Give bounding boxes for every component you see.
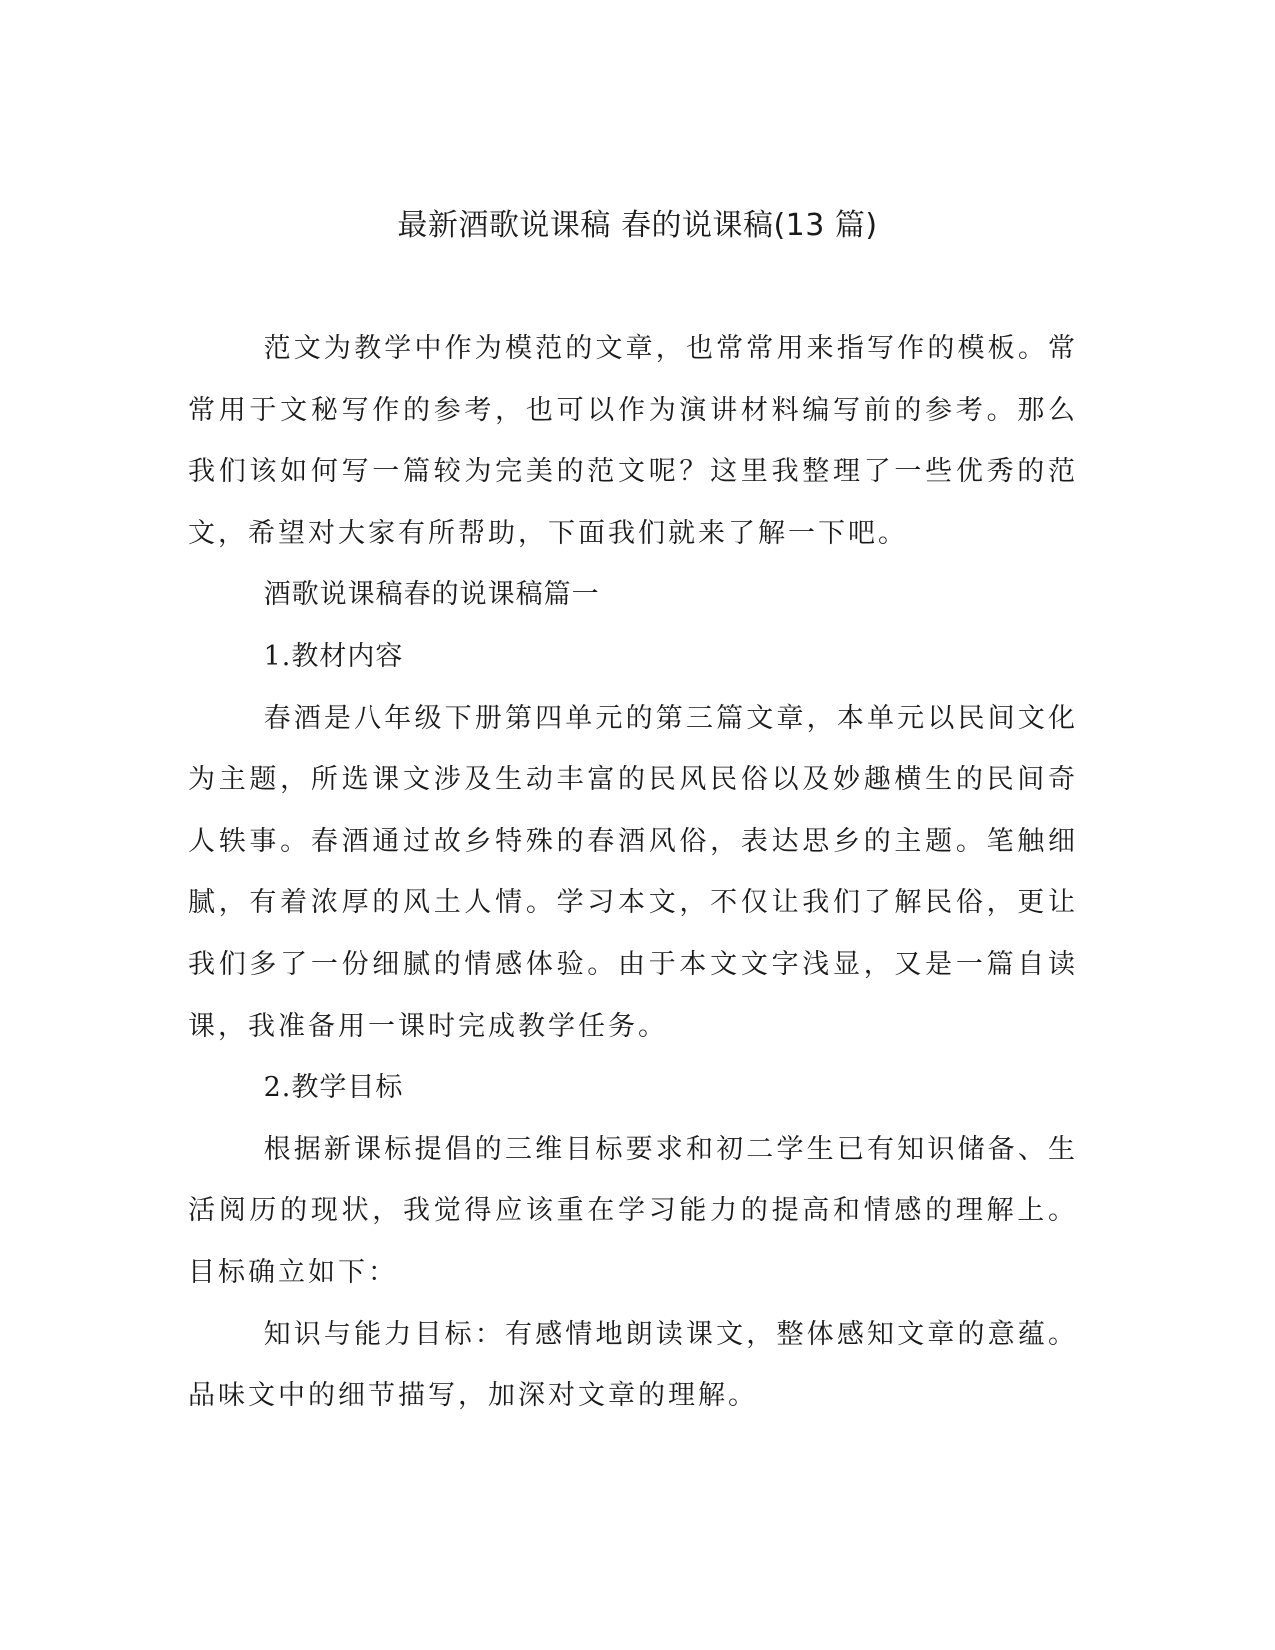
paragraph-knowledge-goal: 知识与能力目标：有感情地朗读课文，整体感知文章的意蕴。品味文中的细节描写，加深对文章的理解。 bbox=[188, 1318, 1078, 1412]
document-title: 最新酒歌说课稿 春的说课稿(13 篇) bbox=[397, 208, 878, 243]
paragraph-intro: 范文为教学中作为模范的文章，也常常用来指写作的模板。常常用于文秘写作的参考，也可以作为演讲材料编写前的参考。那么我们该如何写一篇较为完美的范文呢？这里我整理了一些优秀的范文，希望对大家有所帮助，下面我们就来了解一下吧。 bbox=[188, 333, 1078, 549]
subheading-teaching-goals: 2.教学目标 bbox=[263, 1072, 404, 1104]
subheading-textbook-content: 1.教材内容 bbox=[263, 640, 404, 672]
document-body bbox=[188, 318, 1078, 1427]
paragraph-teaching-goals: 根据新课标提倡的三维目标要求和初二学生已有知识储备、生活阅历的现状，我觉得应该重在学习能力的提高和情感的理解上。目标确立如下： bbox=[188, 1133, 1078, 1288]
section-heading: 酒歌说课稿春的说课稿篇一 bbox=[263, 579, 600, 611]
paragraph-textbook-content: 春酒是八年级下册第四单元的第三篇文章，本单元以民间文化为主题，所选课文涉及生动丰富的民风民俗以及妙趣横生的民间奇人轶事。春酒通过故乡特殊的春酒风俗，表达思乡的主题。笔触细腻，有着浓厚的风土人情。学习本文，不仅让我们了解民俗，更让我们多了一份细腻的情感体验。由于本文文字浅显，又是一篇自读课，我准备用一课时完成教学任务。 bbox=[188, 702, 1078, 1042]
